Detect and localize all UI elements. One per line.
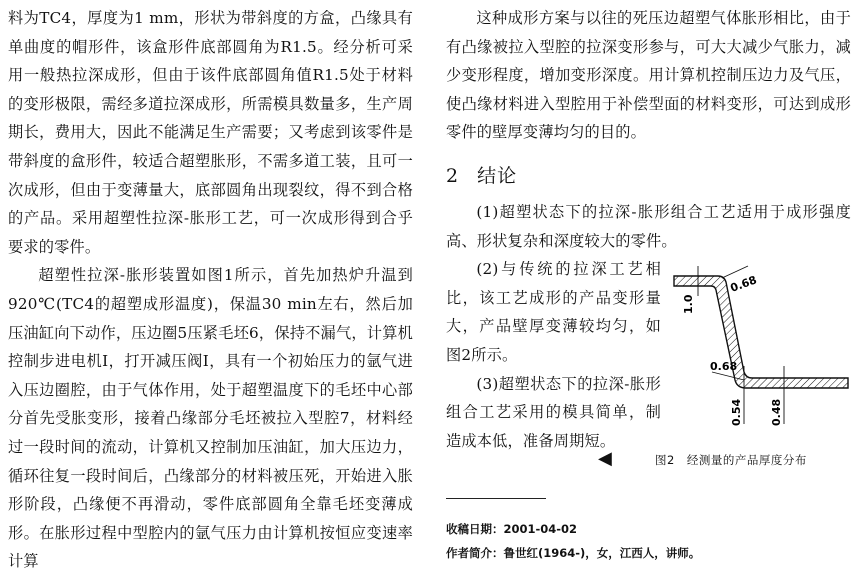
- section-heading: [446, 161, 851, 188]
- thickness-figure: [672, 254, 852, 454]
- left-paragraph-2: 超塑性拉深-胀形装置如图1所示，首先加热炉升温到920℃(TC4的超塑成形温度)，保温30 min左右，然后加压油缸向下动作，压边圈5压紧毛坯6，保持不漏气，计算机控制步进电机Ⅰ，打开减压阀Ⅰ，具有一个初始压力的氩气进入压边圈腔，由于气体作用，处于超塑温度下的毛坯中心部分首先受胀变形，接着凸缘部分毛坯被拉入型腔7，材料经过一段时间的流动，计算机又控制加压油缸，加大压边力，循环往复一段时间后，凸缘部分的材料被压死，开始进入胀形阶段，凸缘便不再滑动，零件底部圆角全靠毛坯变薄成形。在胀形过程中型腔内的氩气压力由计算机按恒应变速率计算: [8, 266, 413, 571]
- left-column: [8, 4, 413, 576]
- bottom-right-label: 0.48: [770, 398, 783, 426]
- top-thickness-label: 1.0: [682, 294, 695, 314]
- conclusion-3: (3)超塑状态下的拉深-胀形组合工艺采用的模具简单，制造成本低，准备周期短。: [446, 374, 661, 450]
- right-paragraph-1: 这种成形方案与以往的死压边超塑气体胀形相比，由于有凸缘被拉入型腔的拉深变形参与，可大大减少气胀力，减少变形程度，增加变形深度。用计算机控制压边力及气压，使凸缘材料进入型腔用于补偿型面的材料变形，可达到成形零件的壁厚变薄均匀的目的。: [446, 9, 851, 142]
- upper-corner-label: 0.68: [728, 273, 759, 295]
- conclusion-1: (1)超塑状态下的拉深-胀形组合工艺适用于成形强度高、形状复杂和深度较大的零件。: [446, 202, 851, 250]
- author-bio-footnote: 作者简介：鲁世红(1964-)，女，江西人，讲师。: [446, 546, 701, 560]
- part-wall: [674, 276, 848, 388]
- part-profile-diagram: [672, 254, 852, 454]
- figure-caption: 图2 经测量的产品厚度分布: [655, 453, 807, 467]
- bottom-left-label: 0.54: [730, 398, 743, 426]
- lower-corner-label: 0.68: [710, 360, 738, 373]
- received-date-footnote: 收稿日期：2001-04-02: [446, 522, 578, 536]
- section-title: 结论: [477, 164, 518, 187]
- left-arrow-icon: ◀: [598, 448, 612, 469]
- footnote-divider: [446, 498, 546, 499]
- conclusion-2: (2)与传统的拉深工艺相比，该工艺成形的产品变形量大，产品壁厚变薄较均匀，如图2所示。: [446, 260, 661, 364]
- section-number: 2: [446, 164, 460, 187]
- left-paragraph-1: 料为TC4，厚度为1 mm，形状为带斜度的方盒，凸缘具有单曲度的帽形件，该盒形件底部圆角为R1.5。经分析可采用一般热拉深成形，但由于该件底部圆角值R1.5处于材料的变形极限，需经多道拉深成形，所需模具数量多，生产周期长，费用大，因此不能满足生产需要；又考虑到该零件是带斜度的盒形件，较适合超塑胀形，不需多道工装，且可一次成形，但由于变薄量大，底部圆角出现裂纹，得不到合格的产品。采用超塑性拉深-胀形工艺，可一次成形得到合乎要求的零件。: [8, 9, 413, 256]
